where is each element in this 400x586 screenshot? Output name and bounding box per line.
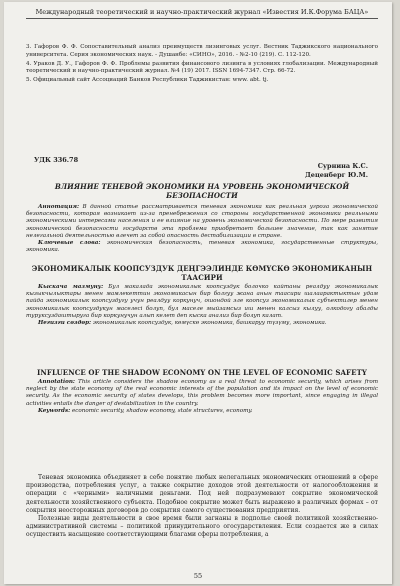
reference-item: 5. Официальный сайт Ассоциаций Банков Республики Таджикистан: www. abt. tj. <box>26 77 269 84</box>
abstract-en <box>26 379 378 415</box>
author-name: Сурнина К.С. <box>317 162 368 170</box>
title-ky: ЭКОНОМИКАЛЫК КООПСУЗДУК ДЕҢГЭЭЛИНДЕ КӨМҮСКӨ ЭКОНОМИКАНЫН ТААСИРИ <box>31 264 373 282</box>
keywords-ky <box>26 320 378 327</box>
annotation-text-ru: В данной статье рассматривается теневая экономика как реальная угроза экономической безопасности, которая возникает из-за пренебрежения со стороны государственной экономики реальными экономическими интересами населения и ее влияние на уровень экономической безопасности. По мере развития экономической безопасности государств эта проблема приобретает большее значение, так как занятие нелегальной деятельностью влечет за собой опасность дестабилизации в стране. <box>26 204 378 239</box>
running-header: Международный теоретический и научно-практический журнал «Известия И.К.Форума БАЦА» <box>26 8 378 19</box>
body-paragraph: Теневая экономика объединяет в себе понятие любых нелегальных экономических отношений в сфере производства, потребления услуг, а также сокрытие доходов этой деятельности от налогообложения и операции с «черными» наличными деньгами. Под ней подразумевают сокрытие экономической деятельности хозяйственного субъекта. Подобное сокрытие может быть выражено в различных формах – от сокрытия неосторожных договоров до сокрытия самого существования предприятия. <box>26 474 378 514</box>
annotation-ky <box>26 284 378 320</box>
annotation-label-ru: Аннотация: <box>38 204 80 210</box>
keywords-label-ru: Ключевые слова: <box>38 240 101 247</box>
annotation-text-en: This article considers the shadow economy as a real threat to economic security, which arises from neglect by the state economy of the real economic interests of the population and its impact on the level of economic security. As the economic security of states develops, this problem becomes more important, since engaging in illegal activities entails the danger of destabilization in the country. <box>26 379 378 407</box>
keywords-text-en: economic security, shadow economy, state structures, economy. <box>70 407 253 414</box>
reference-item: 3. Гафоров Ф. Ф. Сопоставительный анализ преимуществ лизинговых услуг. Вестник Таджикского национального университета. Серия экономических наук. - Душанбе: «СИНО», 2016. - №2-10 (219). С. 112-120. <box>26 44 378 58</box>
reference-list <box>26 44 378 86</box>
author-name: Деценберг Ю.М. <box>305 171 368 179</box>
annotation-label-en: Annotation: <box>38 379 75 385</box>
article-body <box>26 474 378 540</box>
annotation-label-ky: Кыскача мазмуну: <box>38 284 104 290</box>
annotation-text-ky: Бул макалада экономикалык коопсуздук болочко кайтаны реалдуу экономикалык кызыкчылыктары менен мамлекеттин экономикасын бир болгуу жана анын таасири шалаарактыктын удам пайда экономикалык коопсуздугу учун реалдуу коркунуч, ошондой эле коопсуз экономикалык субъектилер менен экономикалык коопсуздукун маселесі болуп, бул маселе мыйзамсыз иш менен калсыз кылуу, олкодогу абалды туруксуздаштыруга бир коркунучун алып келет деп кыска анализ бир болуп калат. <box>26 284 379 319</box>
annotation-en <box>26 379 378 408</box>
keywords-ru <box>26 240 378 254</box>
author-list <box>258 162 368 180</box>
keywords-label-en: Keywords: <box>38 407 71 414</box>
abstract-ru <box>26 204 378 254</box>
annotation-ru <box>26 204 378 240</box>
keywords-text-ru: экономическая безопасность, теневая экономика, государственные структуры, экономика. <box>26 240 378 254</box>
reference-item: 4. Ураков Д. У., Гафоров Ф. Ф. Проблемы развития финансового лизинга в условиях глобализации. Международный теоретический и научно-практический журнал. №4 (19) 2017. ISSN 1694-7347. Стр. 66-72. <box>26 60 378 75</box>
keywords-en <box>26 408 378 415</box>
title-en: INFLUENCE OF THE SHADOW ECONOMY ON THE LEVEL OF ECONOMIC SAFETY <box>37 368 367 377</box>
title-ru: ВЛИЯНИЕ ТЕНЕВОЙ ЭКОНОМИКИ НА УРОВЕНЬ ЭКОНОМИЧЕСКОЙ БЕЗОПАСНОСТИ <box>54 182 350 200</box>
abstract-ky <box>26 284 378 327</box>
page-number: 55 <box>193 572 203 580</box>
body-paragraph: Полезные виды деятельности в свое время были загнаны в подполье своей политикой хозяйственно- административной системы – политикой принудительного огосударствления. Если создается же в силах осуществить насыщение соответствующими благами сферы потребления, а <box>26 515 378 539</box>
journal-page <box>4 2 392 584</box>
udc-code: УДК 336.78 <box>34 156 79 164</box>
keywords-text-ky: экономикалык коопсуздук, көмүскө экономика, башкаруу түзүму, экономика. <box>91 320 327 327</box>
keywords-label-ky: Негизги сөздөр: <box>38 320 92 327</box>
